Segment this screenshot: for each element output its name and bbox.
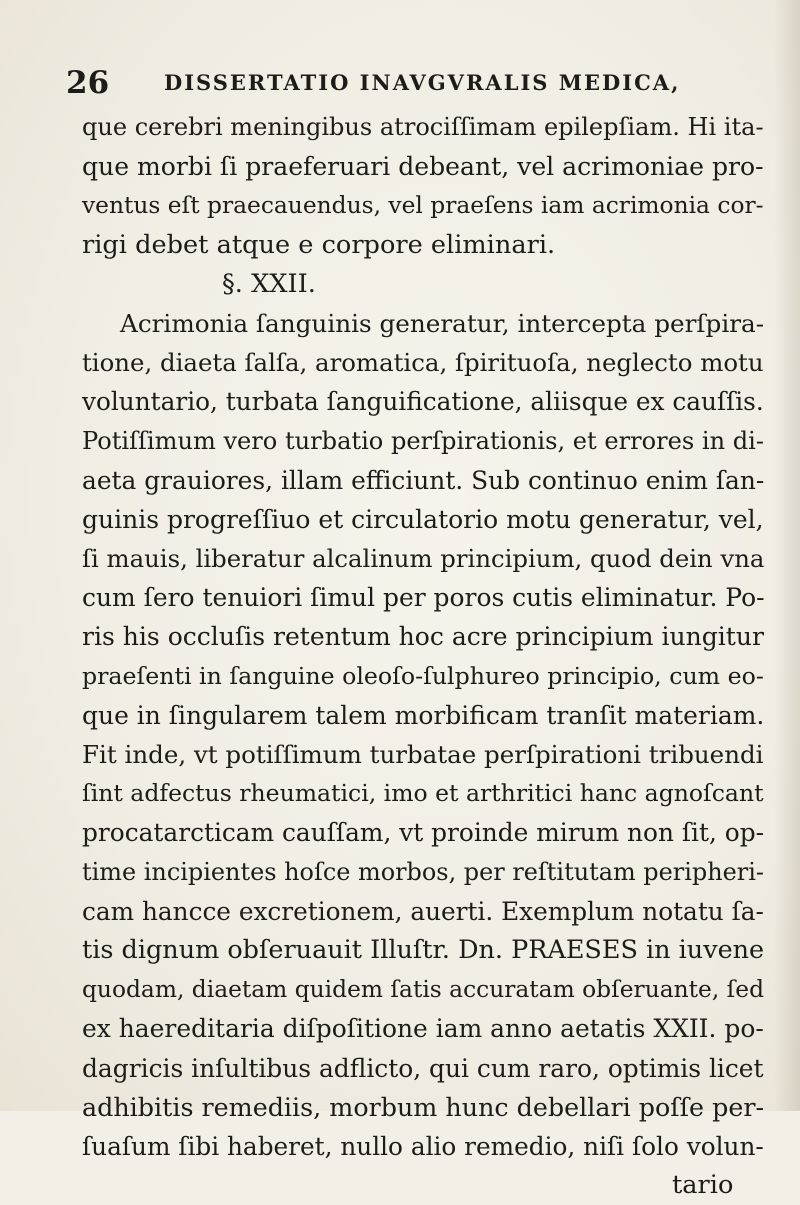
- text-line: cum ſero tenuiori ſimul per poros cutis eliminatur. Po-: [82, 583, 765, 613]
- text-line: procatarcticam cauſſam, vt proinde mirum non ſit, op-: [82, 818, 764, 848]
- page-header: [66, 62, 726, 104]
- text-line: dagricis inſultibus adflicto, qui cum raro, optimis licet: [82, 1053, 764, 1083]
- text-line: time incipientes hoſce morbos, per reſtitutam peripheri-: [82, 857, 764, 886]
- text-line: Acrimonia ſanguinis generatur, intercepta perſpira-: [120, 308, 765, 338]
- text-line: que morbi ſi praeferuari debeant, vel acrimoniae pro-: [82, 152, 764, 182]
- text-line: tis dignum obſeruauit Illuſtr. Dn. PRAESES in iuvene: [82, 934, 765, 965]
- text-line: aeta grauiores, illam efficiunt. Sub continuo enim ſan-: [82, 465, 765, 495]
- text-line: Fit inde, vt potiſſimum turbatae perſpirationi tribuendi: [82, 740, 764, 769]
- section-heading: §. XXII.: [222, 268, 316, 299]
- text-line: tione, diaeta ſalſa, aromatica, ſpirituoſa, neglecto motu: [82, 348, 764, 378]
- running-head: DISSERTATIO INAVGVRALIS MEDICA,: [164, 70, 681, 95]
- text-line: cam hancce excretionem, auerti. Exemplum notatu ſa-: [82, 896, 764, 926]
- text-line: adhibitis remediis, morbum hunc debellari poſſe per-: [82, 1091, 765, 1122]
- page-number: 26: [66, 65, 110, 101]
- text-line: voluntario, turbata ſanguificatione, aliisque ex cauſſis.: [82, 387, 764, 417]
- text-line: guinis progreſſiuo et circulatorio motu generatur, vel,: [82, 504, 764, 534]
- text-line: rigi debet atque e corpore eliminari.: [82, 229, 556, 260]
- text-line: ris his occluſis retentum hoc acre principium iungitur: [82, 622, 764, 652]
- text-line: ſuaſum ſibi haberet, nullo alio remedio, niſi ſolo volun-: [82, 1131, 764, 1161]
- text-line: que in ſingularem talem morbificam tranſit materiam.: [82, 700, 765, 730]
- text-line: ex haereditaria diſpoſitione iam anno aetatis XXII. po-: [82, 1014, 764, 1044]
- text-line: ventus eſt praecauendus, vel praeſens iam acrimonia cor-: [82, 191, 764, 220]
- text-line: Potiſſimum vero turbatio perſpirationis, et errores in di-: [82, 426, 764, 455]
- text-line: ſint adfectus rheumatici, imo et arthritici hanc agnoſcant: [82, 779, 764, 808]
- catchword: tario: [672, 1170, 734, 1201]
- text-line: que cerebri meningibus atrociſſimam epilepſiam. Hi ita-: [82, 113, 764, 141]
- text-line: praeſenti in ſanguine oleoſo-ſulphureo principio, cum eo-: [82, 661, 764, 690]
- body-text: [82, 108, 764, 1205]
- text-line: ſi mauis, liberatur alcalinum principium, quod dein vna: [82, 544, 765, 574]
- text-line: quodam, diaetam quidem ſatis accuratam obſeruante, ſed: [82, 975, 765, 1004]
